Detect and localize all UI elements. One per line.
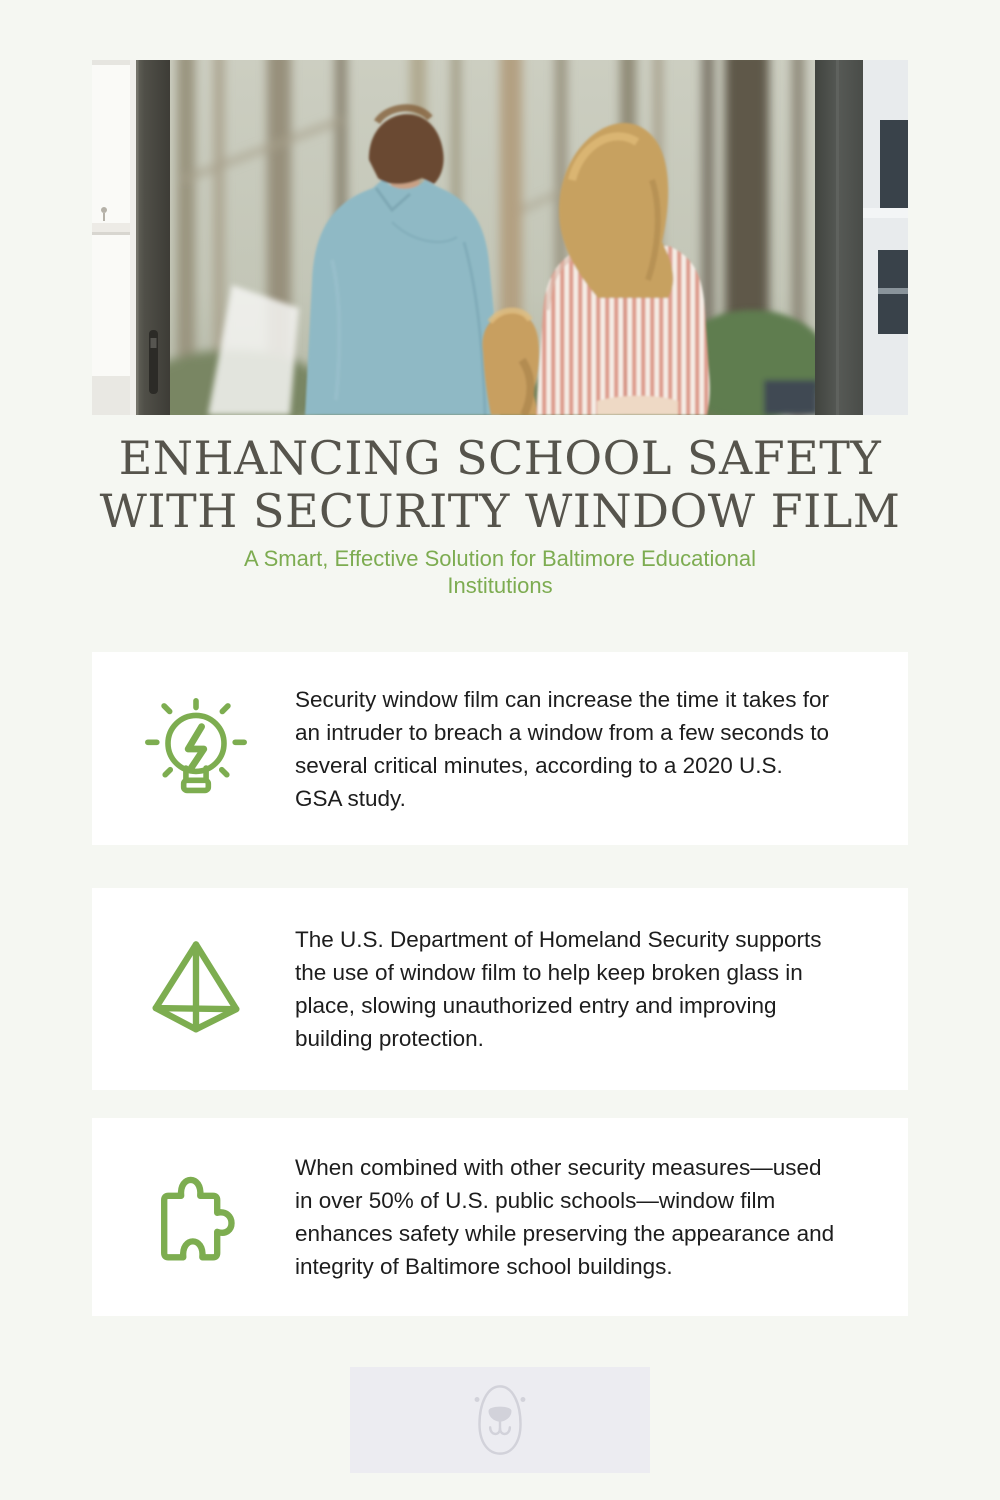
bear-face-logo: [459, 1374, 541, 1466]
page-title: [0, 432, 1000, 538]
window-frame-left: [136, 60, 170, 415]
info-card-3: [92, 1118, 908, 1316]
page-subtitle: A Smart, Effective Solution for Baltimore Educational Institutions: [244, 546, 756, 598]
info-card-2: [92, 888, 908, 1090]
footer-logo-box: [350, 1367, 650, 1473]
shelf: [92, 60, 136, 415]
card-text: Security window film can increase the time it takes for an intruder to breach a window from a few seconds to several critical minutes, according to a 2020 U.S. GSA study.: [295, 686, 830, 811]
house-exterior: [863, 60, 908, 415]
child-figure: [482, 310, 539, 415]
puzzle-piece-icon: [140, 1164, 252, 1270]
card-text: When combined with other security measures—used in over 50% of U.S. public schools—window film enhances safety while preserving the appearance and integrity of Baltimore school buildings.: [295, 1155, 835, 1279]
hero-photo-illustration: [92, 60, 908, 415]
info-card-1: [92, 652, 908, 845]
pyramid-prism-icon: [140, 936, 252, 1042]
page-title-line1: ENHANCING SCHOOL SAFETY: [118, 431, 882, 485]
window-frame-right: [815, 60, 863, 415]
card-text: The U.S. Department of Homeland Security supports the use of window film to help keep broken glass in place, slowing unauthorized entry and improving building protection.: [295, 927, 822, 1051]
page-title-line2: WITH SECURITY WINDOW FILM: [99, 484, 901, 538]
lightbulb-energy-icon: [140, 693, 252, 805]
hero-image: [92, 60, 908, 415]
